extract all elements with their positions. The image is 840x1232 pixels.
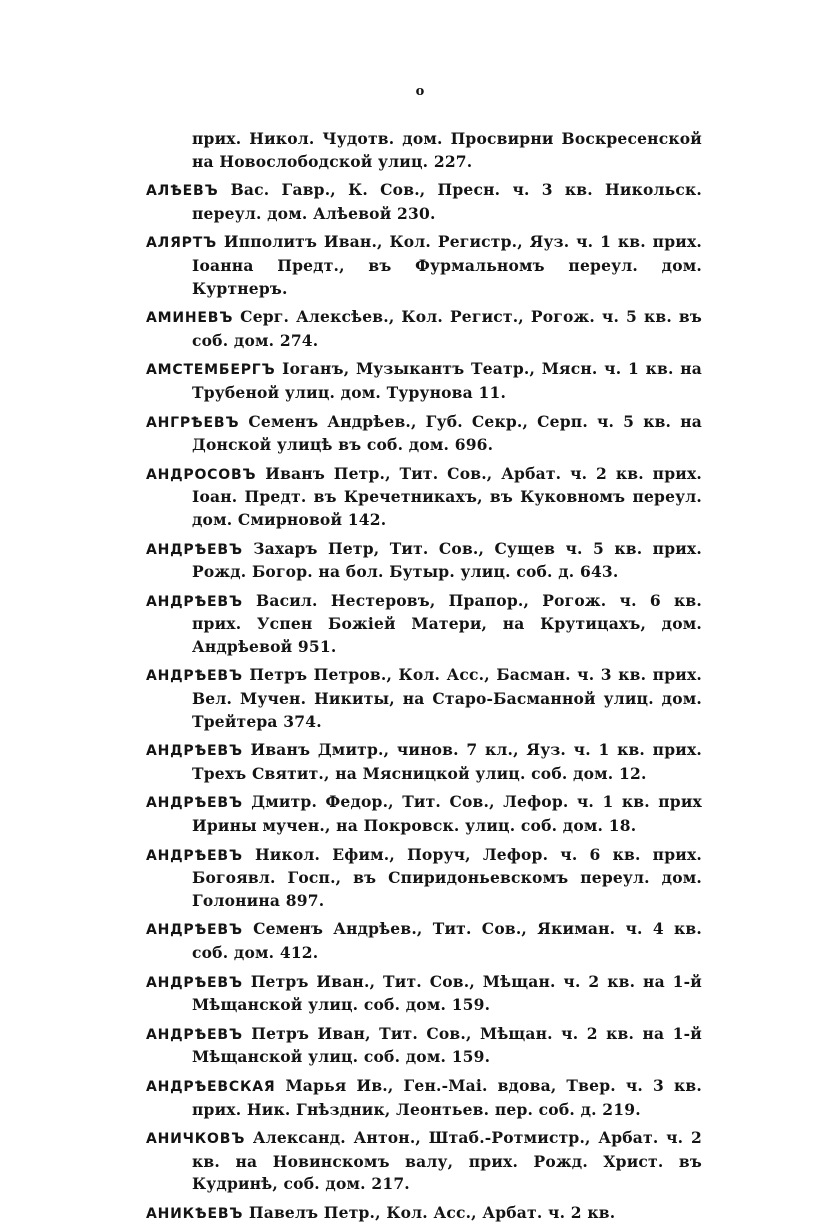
entry-details: Петръ Иван., Тит. Сов., Мѣщан. ч. 2 кв. на 1-й Мѣщанской улиц. соб. дом. 159. xyxy=(192,971,702,1015)
entry-surname: АНДРОСОВЪ xyxy=(146,466,257,483)
entry-surname: АНДРѢЕВЪ xyxy=(146,541,243,558)
entry-details: Васил. Нестеровъ, Прапор., Рогож. ч. 6 кв. прих. Успен Божіей Матери, на Крутицахъ, дом. Андрѣевой 951. xyxy=(192,590,702,656)
entry-details: Иванъ Петр., Тит. Сов., Арбат. ч. 2 кв. прих. Іоан. Предт. въ Кречетникахъ, въ Куковномъ переул. дом. Смирновой 142. xyxy=(192,463,702,529)
entry-details: Вас. Гавр., К. Сов., Пресн. ч. 3 кв. Никольск. переул. дом. Алѣевой 230. xyxy=(192,180,702,223)
list-item xyxy=(146,411,702,457)
page-number: o xyxy=(415,84,425,99)
entry-details: Петръ Иван, Тит. Сов., Мѣщан. ч. 2 кв. на 1-й Мѣщанской улиц. соб. дом. 159. xyxy=(192,1023,702,1067)
entry-surname: АНДРѢЕВЪ xyxy=(146,795,243,812)
entry-surname: АНДРѢЕВЪ xyxy=(146,974,243,991)
entry-details: Александ. Антон., Штаб.-Ротмистр., Арбат. ч. 2 кв. на Новинскомъ валу, прих. Рожд. Христ. въ Кудринѣ, соб. дом. 217. xyxy=(192,1128,702,1194)
list-item xyxy=(146,179,702,225)
entry-details: прих. Никол. Чудотв. дом. Просвирни Воскресенской на Новослободской улиц. 227. xyxy=(192,129,702,171)
list-item xyxy=(146,664,702,733)
list-item xyxy=(146,358,702,404)
list-item xyxy=(146,306,702,352)
entry-surname: АЛЯРТЪ xyxy=(146,235,218,252)
list-item xyxy=(146,590,702,659)
list-item xyxy=(146,739,702,785)
list-item xyxy=(146,844,702,913)
entry-surname: АНДРѢЕВЪ xyxy=(146,593,243,610)
entry-details: Семенъ Андрѣев., Тит. Сов., Якиман. ч. 4 кв. соб. дом. 412. xyxy=(192,919,702,962)
entry-details: Захаръ Петр, Тит. Сов., Сущев ч. 5 кв. прих. Рожд. Богор. на бол. Бутыр. улиц. соб. д. 643. xyxy=(192,538,702,582)
entry-surname: АНДРѢЕВЪ xyxy=(146,743,243,760)
list-item xyxy=(146,128,702,173)
list-item xyxy=(146,231,702,300)
list-item xyxy=(146,1075,702,1121)
entry-surname: АНГРѢЕВЪ xyxy=(146,414,240,431)
entry-details: Семенъ Андрѣев., Губ. Секр., Серп. ч. 5 кв. на Донской улицѣ въ соб. дом. 696. xyxy=(192,411,702,455)
entry-surname: АМСТЕМБЕРГЪ xyxy=(146,362,276,379)
entry-details: Иванъ Дмитр., чинов. 7 кл., Яуз. ч. 1 кв. прих. Трехъ Святит., на Мясницкой улиц. соб. дом. 12. xyxy=(192,740,702,783)
list-item xyxy=(146,1202,702,1226)
entry-surname: АНДРѢЕВСКАЯ xyxy=(146,1078,276,1095)
entry-details: Дмитр. Федор., Тит. Сов., Лефор. ч. 1 кв. прих Ирины мучен., на Покровск. улиц. соб. дом. 18. xyxy=(192,792,702,836)
entry-details: Серг. Алексѣев., Кол. Регист., Рогож. ч. 5 кв. въ соб. дом. 274. xyxy=(192,307,702,350)
list-item xyxy=(146,463,702,532)
entry-details: Іоганъ, Музыкантъ Театр., Мясн. ч. 1 кв. на Трубеной улиц. дом. Турунова 11. xyxy=(192,359,702,402)
entry-details: Марья Ив., Ген.-Маі. вдова, Твер. ч. 3 кв. прих. Ник. Гнѣздник, Леонтьев. пер. соб. д. 219. xyxy=(192,1075,702,1119)
entry-surname: АНДРѢЕВЪ xyxy=(146,668,243,685)
entry-surname: АНДРѢЕВЪ xyxy=(146,847,243,864)
directory-entries xyxy=(146,128,702,1232)
list-item xyxy=(146,1023,702,1069)
entry-surname: АНИКѢЕВЪ xyxy=(146,1205,244,1222)
entry-surname: АНДРѢЕВЪ xyxy=(146,922,243,939)
list-item xyxy=(146,538,702,584)
entry-details: Павелъ Петр., Кол. Асс., Арбат. ч. 2 кв. xyxy=(248,1202,616,1222)
list-item xyxy=(146,918,702,964)
entry-surname: АНДРѢЕВЪ xyxy=(146,1026,243,1043)
list-item xyxy=(146,791,702,837)
entry-details: Никол. Ефим., Поруч, Лефор. ч. 6 кв. прих. Богоявл. Госп., въ Спиридоньевскомъ переул. дом. Голонина 897. xyxy=(192,844,702,910)
entry-details: Петръ Петров., Кол. Асс., Басман. ч. 3 кв. прих. Вел. Мучен. Никиты, на Старо-Басманной улиц. дом. Трейтера 374. xyxy=(192,665,702,731)
entry-surname: АЛѢЕВЪ xyxy=(146,183,219,200)
entry-details: Ипполитъ Иван., Кол. Регистр., Яуз. ч. 1 кв. прих. Іоанна Предт., въ Фурмальномъ переул. дом. Куртнеръ. xyxy=(192,232,702,298)
entry-surname: АМИНЕВЪ xyxy=(146,310,234,327)
entry-surname: АНИЧКОВЪ xyxy=(146,1131,246,1148)
list-item xyxy=(146,971,702,1017)
list-item xyxy=(146,1127,702,1196)
